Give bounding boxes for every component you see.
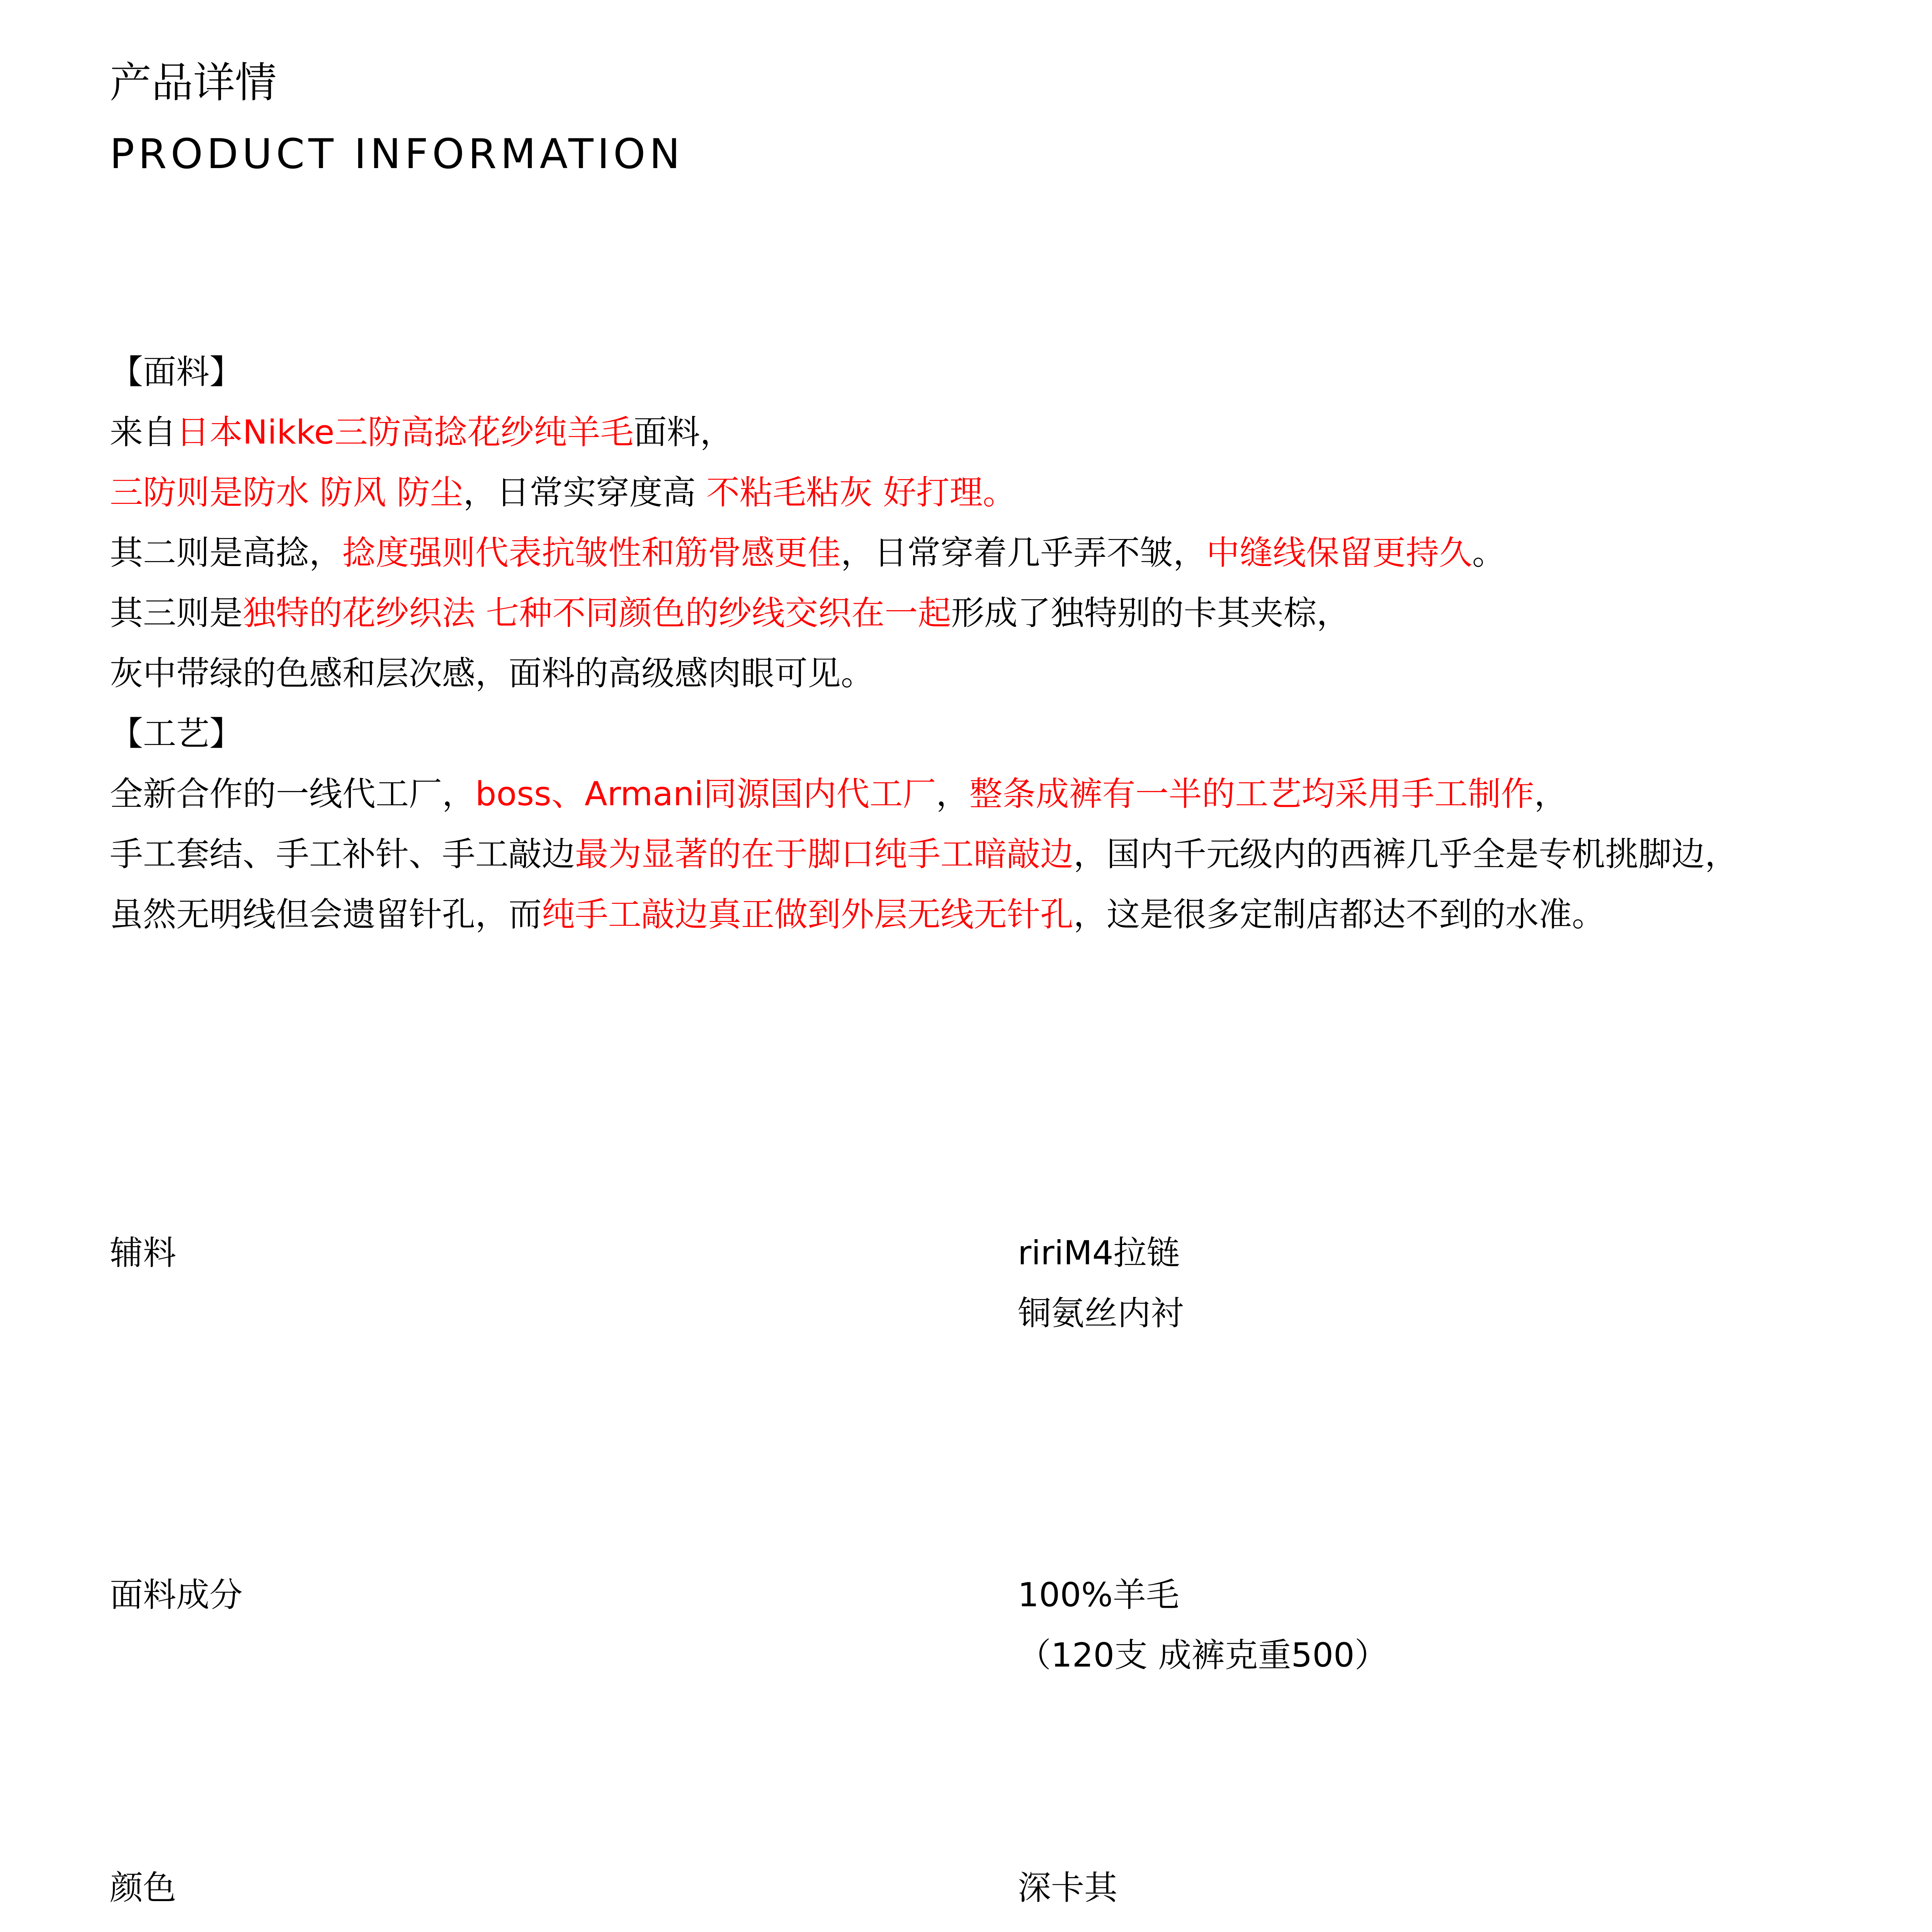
page-title-cn: 产品详情 [110, 59, 277, 107]
spec-values-color [1018, 1858, 1117, 1918]
craft-line-1-text-e: ， [1534, 775, 1568, 813]
fabric-line-4-highlight-b: 独特的花纱织法 七种不同颜色的纱线交织在一起 [243, 594, 951, 633]
fabric-line-3-text-e: 。 [1472, 534, 1505, 572]
fabric-heading: 【面料】 [110, 353, 243, 391]
craft-line-1-text-c: ， [936, 775, 969, 813]
fabric-line-2-text-b: ，日常实穿度高 [463, 473, 707, 512]
craft-heading: 【工艺】 [110, 714, 243, 753]
fabric-line-1-text-a: 来自 [110, 413, 176, 452]
spec-values-accessories [1018, 1223, 1184, 1344]
fabric-line-3-text-c: ，日常穿着几乎弄不皱， [841, 534, 1206, 572]
spec-values-composition [1018, 1565, 1388, 1685]
craft-line-1-text-a: 全新合作的一线代工厂， [110, 775, 475, 813]
spec-value: 铜氨丝内衬 [1018, 1294, 1184, 1333]
craft-line-1-highlight-d: 整条成裤有一半的工艺均采用手工制作 [969, 775, 1534, 813]
spec-value: （120支 成裤克重500） [1018, 1636, 1388, 1675]
spec-label-color: 颜色 [110, 1869, 176, 1907]
spec-value: 100%羊毛 [1018, 1576, 1179, 1614]
craft-line-1-highlight-b: boss、Armani同源国内代工厂 [475, 775, 936, 813]
fabric-line-1-text-c: 面料， [633, 413, 733, 452]
spec-label-accessories: 辅料 [110, 1234, 176, 1272]
spec-value: ririM4拉链 [1018, 1234, 1180, 1272]
fabric-line-4-text-c: 形成了独特别的卡其夹棕， [951, 594, 1350, 633]
fabric-line-2-highlight-a: 三防则是防水 防风 防尘 [110, 473, 463, 512]
fabric-line-4-text-a: 其三则是 [110, 594, 243, 633]
fabric-line-2-highlight-c: 不粘毛粘灰 好打理。 [706, 473, 1016, 512]
spec-label-composition: 面料成分 [110, 1576, 243, 1614]
craft-line-3-text-c: ，这是很多定制店都达不到的水准。 [1073, 895, 1605, 934]
fabric-line-3-highlight-d: 中缝线保留更持久 [1206, 534, 1472, 572]
fabric-line-1-highlight: 日本Nikke三防高捻花纱纯羊毛 [176, 413, 634, 452]
spec-value: 深卡其 [1018, 1869, 1117, 1907]
page-title-en: PRODUCT INFORMATION [110, 130, 684, 178]
fabric-line-3-highlight-b: 捻度强则代表抗皱性和筋骨感更佳 [342, 534, 841, 572]
fabric-line-3-text-a: 其二则是高捻， [110, 534, 342, 572]
fabric-line-5: 灰中带绿的色感和层次感，面料的高级感肉眼可见。 [110, 654, 874, 693]
craft-line-2-text-c: ，国内千元级内的西裤几乎全是专机挑脚边， [1073, 835, 1738, 874]
craft-line-2-highlight-b: 最为显著的在于脚口纯手工暗敲边 [575, 835, 1073, 874]
craft-line-3-text-a: 虽然无明线但会遗留针孔，而 [110, 895, 542, 934]
specs-table [110, 0, 1887, 1932]
craft-line-3-highlight-b: 纯手工敲边真正做到外层无线无针孔 [542, 895, 1073, 934]
craft-line-2-text-a: 手工套结、手工补针、手工敲边 [110, 835, 575, 874]
